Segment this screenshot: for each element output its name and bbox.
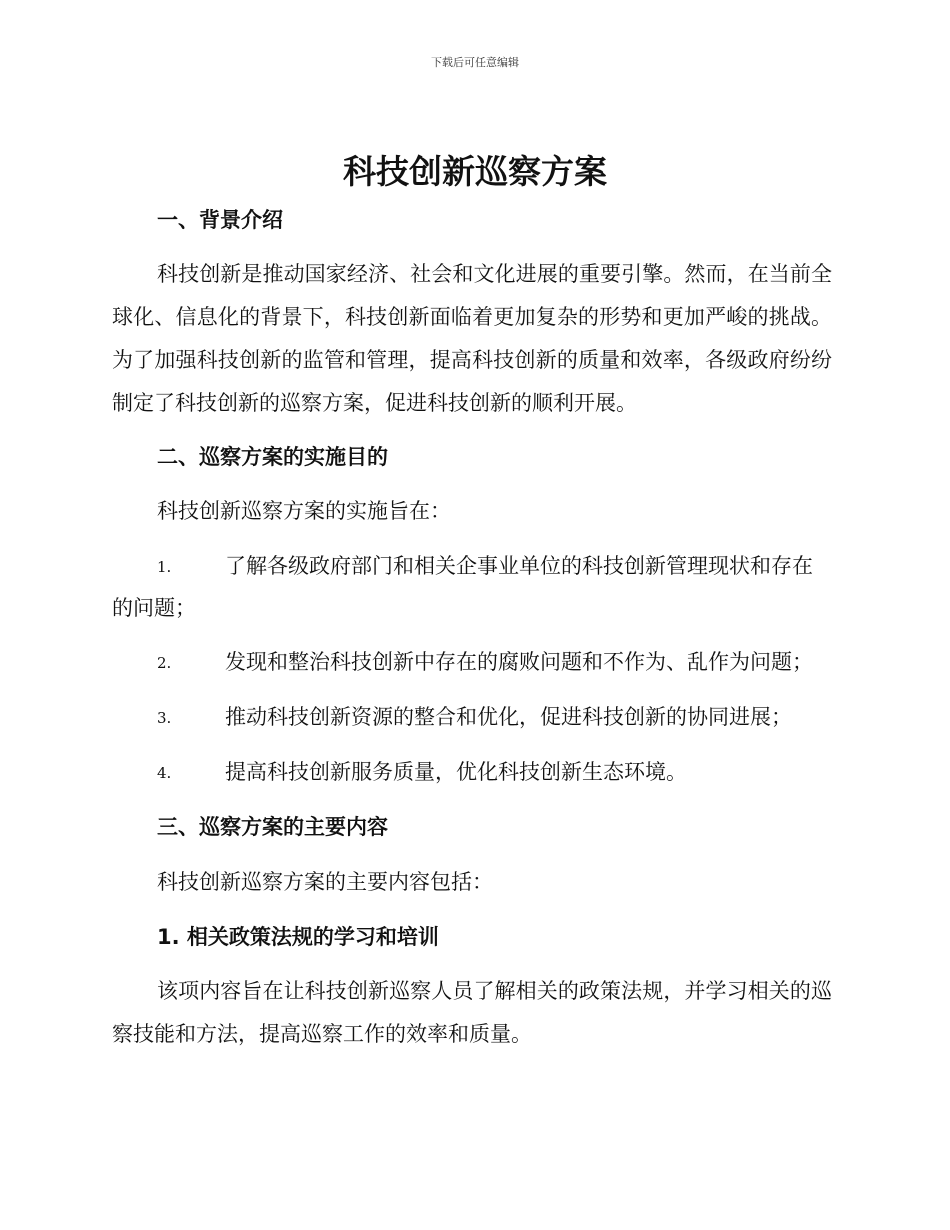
list-item-text: 提高科技创新服务质量，优化科技创新生态环境。: [225, 760, 687, 784]
training-paragraph: 该项内容旨在让科技创新巡察人员了解相关的政策法规，并学习相关的巡察技能和方法，提高巡察工作的效率和质量。: [112, 979, 832, 1046]
list-item-text: 了解各级政府部门和相关企事业单位的科技创新管理现状和存在: [225, 554, 813, 578]
list-item-text: 推动科技创新资源的整合和优化，促进科技创新的协同进展；: [225, 705, 792, 729]
purpose-intro: 科技创新巡察方案的实施旨在：: [157, 499, 451, 523]
section-heading-background: 一、背景介绍: [157, 208, 283, 232]
list-item-continuation: 的问题；: [112, 596, 196, 620]
list-item-number: 4.: [157, 764, 172, 782]
list-item-number: 3.: [157, 709, 172, 727]
list-item-text: 发现和整治科技创新中存在的腐败问题和不作为、乱作为问题；: [225, 650, 813, 674]
list-item-number: 2.: [157, 654, 172, 672]
content-intro: 科技创新巡察方案的主要内容包括：: [157, 870, 493, 894]
section-heading-content: 三、巡察方案的主要内容: [157, 815, 388, 839]
page-header: 下载后可任意编辑: [431, 56, 519, 69]
document-title: 科技创新巡察方案: [343, 152, 607, 191]
section-heading-purpose: 二、巡察方案的实施目的: [157, 445, 388, 469]
subsection-heading: 1. 相关政策法规的学习和培训: [157, 925, 439, 949]
background-paragraph: 科技创新是推动国家经济、社会和文化进展的重要引擎。然而，在当前全球化、信息化的背景下，科技创新面临着更加复杂的形势和更加严峻的挑战。为了加强科技创新的监管和管理，提高科技创新的质量和效率，各级政府纷纷制定了科技创新的巡察方案，促进科技创新的顺利开展。: [112, 262, 832, 415]
list-item-number: 1.: [157, 558, 172, 576]
